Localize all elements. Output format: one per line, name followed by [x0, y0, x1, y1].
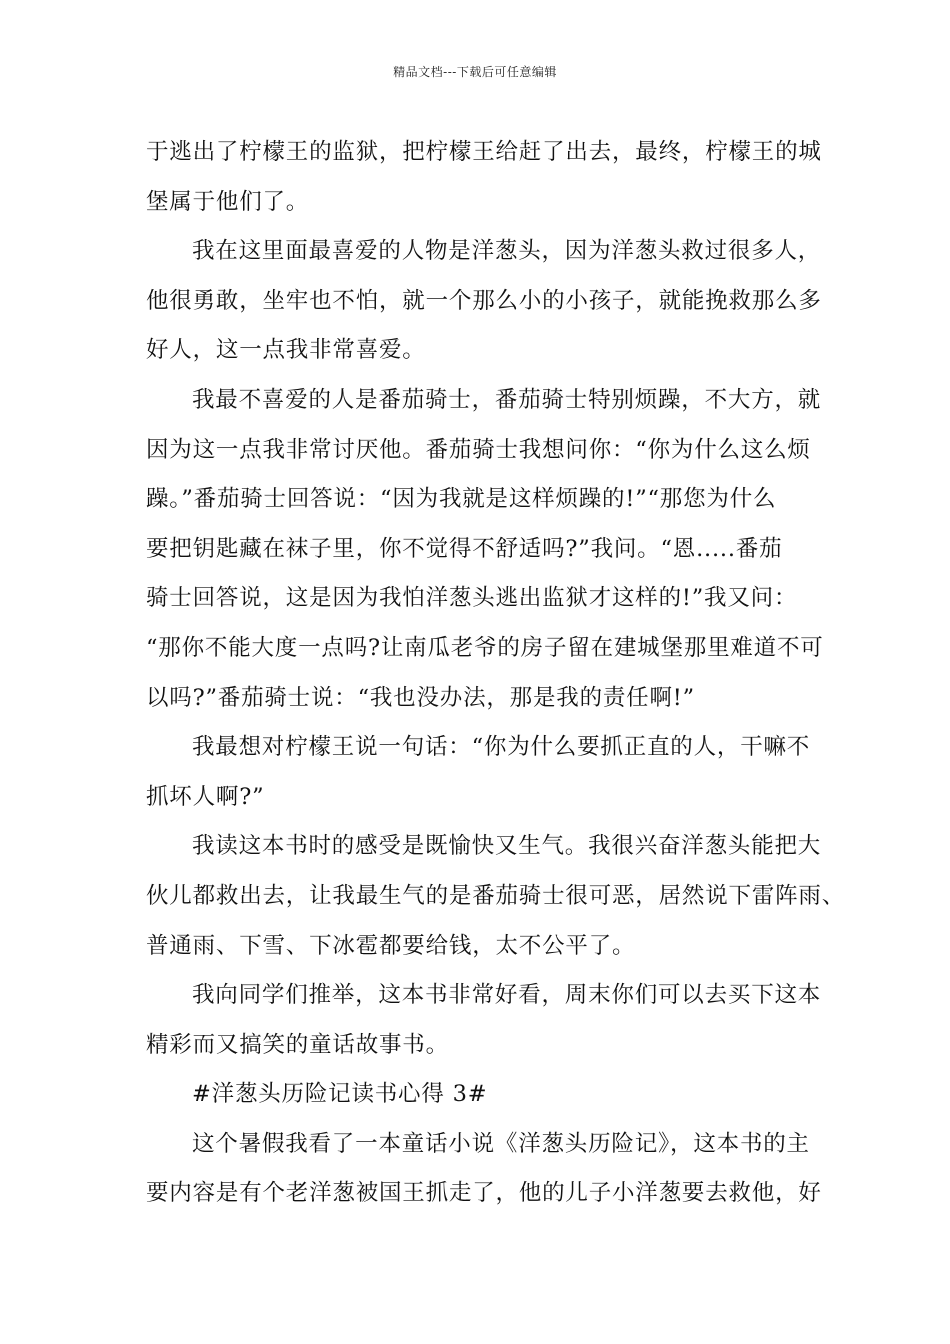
paragraph-feelings: [146, 822, 846, 971]
text-line: 骑士回答说，这是因为我怕洋葱头逃出监狱才这样的!”我又问：: [146, 585, 798, 612]
paragraph-recommendation: [146, 971, 822, 1070]
text-line: 我在这里面最喜爱的人物是洋葱头，因为洋葱头救过很多人，: [192, 238, 822, 265]
text-line: 要把钥匙藏在袜子里，你不觉得不舒适吗?”我问。“恩.....番茄: [146, 535, 783, 562]
text-line: 精彩而又搞笑的童话故事书。: [146, 1031, 449, 1058]
paragraph-least-favorite-character: [146, 376, 824, 723]
text-line: 我最想对柠檬王说一句话：“你为什么要抓正直的人，干嘛不: [192, 734, 811, 761]
text-line: 好人，这一点我非常喜爱。: [146, 337, 426, 364]
text-line: 普通雨、下雪、下冰雹都要给钱，太不公平了。: [146, 932, 636, 959]
text-line: 他很勇敢，坐牢也不怕，就一个那么小的小孩子，就能挽救那么多: [146, 287, 822, 314]
text-line: 伙儿都救出去，让我最生气的是番茄骑士很可恶，居然说下雷阵雨、: [146, 882, 846, 909]
text-line: 堡属于他们了。: [146, 188, 310, 215]
text-line: “那你不能大度一点吗?让南瓜老爷的房子留在建城堡那里难道不可: [146, 634, 824, 661]
text-line: 我最不喜爱的人是番茄骑士，番茄骑士特别烦躁，不大方，就: [192, 386, 822, 413]
text-line: 这个暑假我看了一本童话小说《洋葱头历险记》，这本书的主: [192, 1130, 810, 1157]
paragraph-continuation: [146, 128, 822, 227]
text-line: 躁。”番茄骑士回答说：“因为我就是这样烦躁的!”“那您为什么: [146, 486, 777, 513]
text-line: 我向同学们推举，这本书非常好看，周末你们可以去买下这本: [192, 982, 822, 1009]
text-line: 我读这本书时的感受是既愉快又生气。我很兴奋洋葱头能把大: [192, 833, 822, 860]
paragraph-message-to-king: [146, 723, 818, 822]
document-body: [146, 128, 846, 1219]
text-line: 因为这一点我非常讨厌他。番茄骑士我想问你：“你为什么这么烦: [146, 436, 811, 463]
text-line: 以吗?”番茄骑士说：“我也没办法，那是我的责任啊!”: [146, 684, 695, 711]
text-line: 抓坏人啊?”: [146, 783, 265, 810]
section-heading: [146, 1070, 818, 1120]
text-line: 于逃出了柠檬王的监狱，把柠檬王给赶了出去，最终，柠檬王的城: [146, 139, 822, 165]
text-line: 要内容是有个老洋葱被国王抓走了，他的儿子小洋葱要去救他，好: [146, 1180, 822, 1207]
paragraph-favorite-character: [146, 227, 822, 376]
paragraph-summer-reading: [146, 1120, 822, 1219]
section-title: #洋葱头历险记读书心得 3#: [192, 1081, 488, 1108]
page-header: 精品文档---下载后可任意编辑: [393, 65, 557, 79]
